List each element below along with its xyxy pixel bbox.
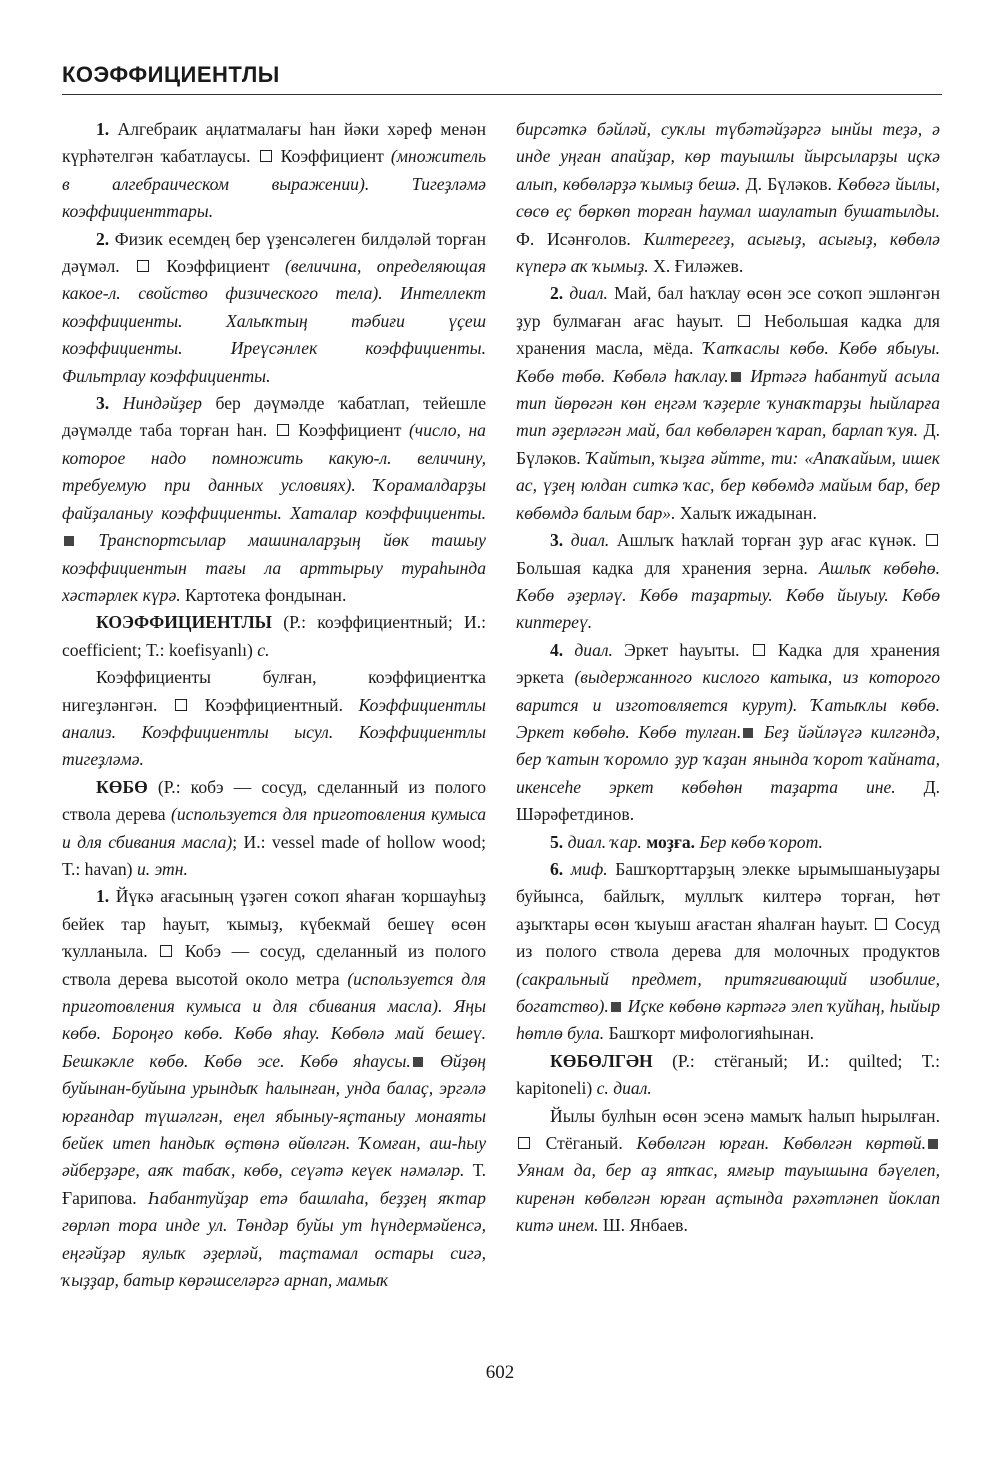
quotation: Беҙ йәйләүгә килгәндә, бер ҡатын ҡоромло ҙур ҡаҙан янында ҡорот ҡайната, икенсеһе эркет көбөһөн таҙарта ине. [516, 721, 940, 797]
translation: Коэффициентный. [189, 694, 359, 715]
source: Д. Бүләков. [740, 173, 838, 194]
usage-label: диал. [563, 639, 613, 660]
quotation: Уянам да, бер аҙ ятҡас, ямғыр тауышына бәүелеп, киренән көбөлгән юрған аҫтында рәхәтләнеп йоклап китә инем. [516, 1160, 940, 1236]
examples: Көбөлгән юрған. Көбөлгән көртөй. [636, 1133, 926, 1154]
definition-italic: Ниндәйҙер [109, 393, 202, 414]
examples: Ашлыҡ көбөһө. Көбө әҙерләү. Көбө таҙартыу. Көбө йыуыу. Көбө киптереү. [516, 557, 940, 633]
translation: Коэффициент [273, 146, 391, 167]
translation-box-icon [277, 424, 289, 436]
sense-number: 3. [550, 530, 564, 551]
sense-number: 2. [96, 228, 110, 249]
left-column [62, 116, 486, 1294]
translation-note: (сакральный предмет, притягивающий изобилие, богатство). [516, 968, 940, 1016]
translation: Небольшая кадка для хранения масла, мёда. [516, 310, 940, 359]
definition: Ашлыҡ һаҡлай торған ҙур ағас күнәк. [609, 530, 924, 551]
usage-label: диал. [563, 283, 608, 304]
quotation-square-icon [64, 536, 74, 546]
quotation: Өйҙөң буйынан-буйына урындыҡ һалынған, унда балаҫ, эргәлә юрғандар түшәлгән, еңел ябыныу-яҫтаныу монаяты бейек итеп һандыҡ өҫтөнә өйөлгән. Ҡомған, аш-һыу әйберҙәре, аяҡ табаҡ, көбө, сеүәтә кеүек нәмәләр. [62, 1050, 486, 1181]
translation-box-icon [175, 699, 187, 711]
entry-definition [516, 1103, 940, 1240]
translation-box-icon [875, 918, 887, 930]
source: Ф. Исәнғолов. [516, 228, 644, 249]
etymology: (Р.: коэффициентный; И.: coefficient; Т.: koefisyanlı) [62, 612, 486, 660]
quotation: Көбөгә йылы, сөсө еҫ бөркөп торған һаумал шаулатып бушатылды. [516, 173, 940, 222]
sense-number: 4. [550, 639, 564, 660]
entry-sense-1 [62, 883, 486, 1294]
definition: бер дәүмәлде ҡабатлап, тейешле дәүмәлде таба торған һан. [62, 393, 487, 441]
entry-definition [62, 664, 486, 774]
entry-sense-3 [62, 390, 486, 609]
source: Х. Ғиләжев. [648, 256, 744, 277]
examples: (используется для приготовления кумыса и для сбивания масла). Яңы көбө. Бороңғо көбө. Көбө яһау. Көбөлә май бешеү. Бешкәкле көбө. Көбө эсе. Көбө яһаусы. [62, 968, 487, 1071]
quotation: Ҡайтып, ҡыҙға әйтте, ти: «Апаҡайым, ишек ас, үҙең юлдан ситкә ҡас, бер көбөмдә майым бар, бер көбөмдә балым бар». [516, 447, 940, 523]
quotation-square-icon [928, 1139, 938, 1149]
etymology: (Р.: стёганый; И.: quilted; Т.: kapitoneli) [516, 1050, 940, 1099]
examples: (величина, определяющая какое-л. свойство физического тела). Интеллект коэффициенты. Халыҡтың тәбиғи үҫеш коэффициенты. Иреүсәнлек коэффициенты. Фильтрлау коэффициенты. [62, 256, 487, 386]
examples: (число, на которое надо помножить какую-л. величину, требуемую при данных условиях). Ҡорамалдарҙы файҙаланыу коэффициенты. Хаталар коэффициенты. [62, 420, 486, 523]
entry-sense-1 [62, 116, 486, 226]
entry-sense-2 [516, 280, 940, 527]
page-number: 602 [485, 1362, 515, 1383]
page-header [62, 60, 942, 95]
sense-number: 1. [96, 886, 110, 907]
quotation-square-icon [611, 1002, 621, 1012]
quotation: Килтерегеҙ, асығыҙ, асығыҙ, көбөлә күперә аҡ ҡымыҙ. [516, 228, 940, 277]
translation: Коэффициент [151, 256, 285, 277]
definition: Йылы булһын өсөн эсенә мамыҡ һалып һырылған. [550, 1105, 940, 1126]
sense-number: 6. [550, 858, 564, 879]
etymology: (Р.: кобэ — сосуд, сделанный из полого ствола дерева [62, 776, 486, 825]
translation: Сосуд из полого ствола дерева для молочных продуктов [516, 913, 940, 962]
examples: (множитель в алгебраическом выражении). Тигеҙләмә коэффициенттары. [62, 146, 486, 222]
headword-entry [62, 774, 486, 884]
examples: Коэффициентлы анализ. Коэффициентлы ысул. Коэффициентлы тигеҙләмә. [62, 694, 486, 770]
source: Д. Бүләков. [516, 420, 940, 468]
running-head: КОЭФФИЦИЕНТЛЫ [62, 62, 280, 87]
translation: Коэффициент [290, 420, 409, 441]
entry-sense-5 [516, 829, 940, 856]
definition: Алгебраик аңлатмалағы һан йәки хәреф менән күрһәтелгән ҡабатлаусы. [62, 119, 486, 167]
sense-number: 5. [550, 831, 564, 852]
etymology: ; И.: vessel made of hollow wood; Т.: havan) [62, 831, 486, 879]
quotation-square-icon [413, 1057, 423, 1067]
usage-label: миф. [563, 858, 608, 879]
sense-number: 3. [96, 393, 110, 414]
quotation-continued [516, 116, 940, 280]
translation-box-icon [753, 644, 765, 656]
quotation-square-icon [743, 728, 753, 738]
translation-box-icon [738, 315, 750, 327]
usage-label: диал. [563, 530, 610, 551]
quotation: Иҫке көбөнө кәртәгә элеп ҡуйһаң, һыйыр һөтлө була. [516, 996, 940, 1044]
source: Т. Ғарипова. [62, 1160, 486, 1208]
translation-box-icon [518, 1137, 530, 1149]
entry-sense-3 [516, 527, 940, 637]
quotation: Һабантуйҙар етә башлаһа, беҙҙең яҡтар гөрләп тора инде ул. Төндәр буйы ут һүндермәйенсә, еңгәйҙәр яулыҡ әҙерләй, таҫтамал остары сигә, ҡыҙҙар, батыр көрәшселәргә арнап, мамыҡ [62, 1187, 486, 1291]
source: Ш. Янбаев. [598, 1215, 688, 1236]
translation-box-icon [137, 260, 149, 272]
headword-entry [62, 609, 486, 664]
translation: Кадка для хранения эркета [516, 639, 941, 688]
source: Халыҡ ижадынан. [675, 502, 817, 523]
headword: КӨБӨ [96, 776, 148, 797]
source: Башҡорт мифологияһынан. [604, 1023, 815, 1044]
headword: КӨБӨЛГӘН [550, 1050, 653, 1071]
headword-entry [516, 1048, 940, 1103]
sense-number: 2. [550, 283, 564, 304]
part-of-speech: и. этн. [136, 858, 188, 879]
translation-box-icon [260, 150, 272, 162]
headword: КОЭФФИЦИЕНТЛЫ [96, 612, 272, 633]
sense-number: 1. [96, 119, 110, 139]
quotation: Транспортсылар машиналарҙың йөк ташыу коэффициентын тағы ла арттырыу тураһында хәстәрлек күрә. [62, 530, 486, 605]
part-of-speech: с. диал. [596, 1078, 652, 1099]
entry-sense-4 [516, 637, 940, 829]
definition: Башҡорттарҙың элекке ырымышаныуҙары буйынса, байлыҡ, муллыҡ килтерә торған, һөт аҙыҡтары өсөн ҡыуыш ағастан яһалған һауыт. [516, 858, 940, 934]
part-of-speech: с. [257, 639, 270, 660]
quotation: Иртәгә һабантуй асыла тип йөрөгән көн еңгәм ҡәҙерле ҡунаҡтарҙы һыйларға тип әҙерләгән май, бал көбөләрен ҡарап, барлап ҡуя. [516, 365, 940, 441]
cross-reference: моҙға. [641, 831, 696, 852]
definition: Физик есемдең бер үҙенсәлеген билдәләй торған дәүмәл. [62, 228, 486, 277]
translation: Кобэ — сосуд, сделанный из полого ствола дерева высотой около метра [62, 941, 486, 989]
source: Д. Шәрәфетдинов. [516, 776, 940, 825]
definition: Май, бал һаҡлау өсөн эсе соҡоп эшләнгән ҙур булмаған ағас һауыт. [516, 283, 940, 331]
translation-box-icon [926, 534, 938, 546]
entry-sense-2 [62, 226, 486, 390]
quotation: бирсәткә бәйләй, суҡлы түбәтәйҙәргә ынйы теҙә, ә инде уңған апайҙар, көр тауышлы йырсыларҙы иҫкә алып, көбөләрҙә ҡымыҙ бешә. [516, 119, 940, 194]
translation-box-icon [160, 945, 172, 957]
entry-sense-6 [516, 856, 940, 1048]
definition: Йүкә ағасының үҙәген соҡоп яһаған ҡоршауһыҙ бейек тар һауыт, ҡымыҙ, күбекмай бешеү өсөн ҡулланыла. [62, 886, 486, 962]
definition: Коэффициенты булған, коэффициентҡа нигеҙләнгән. [62, 667, 486, 715]
definition: Эркет һауыты. [612, 639, 751, 660]
usage-label: диал. ҡар. [563, 831, 642, 852]
examples: (выдержанного кислого катыка, из которого варится и изготовляется курут). Ҡатыҡлы көбө. Эркет көбөһө. Көбө тулған. [516, 667, 940, 742]
translation: Большая кадка для хранения зерна. [516, 557, 820, 578]
source: Картотека фондынан. [180, 584, 347, 605]
right-column [516, 116, 940, 1240]
quotation-square-icon [731, 372, 741, 382]
examples: Бер көбө ҡорот. [695, 831, 823, 852]
etymology-note: (используется для приготовления кумыса и для сбивания масла) [62, 804, 487, 852]
examples: Ҡапҡаслы көбө. Көбө ябыуы. Көбө төбө. Көбөлә һаҡлау. [516, 338, 940, 386]
header-rule [62, 94, 942, 95]
translation: Стёганый. [532, 1133, 637, 1154]
